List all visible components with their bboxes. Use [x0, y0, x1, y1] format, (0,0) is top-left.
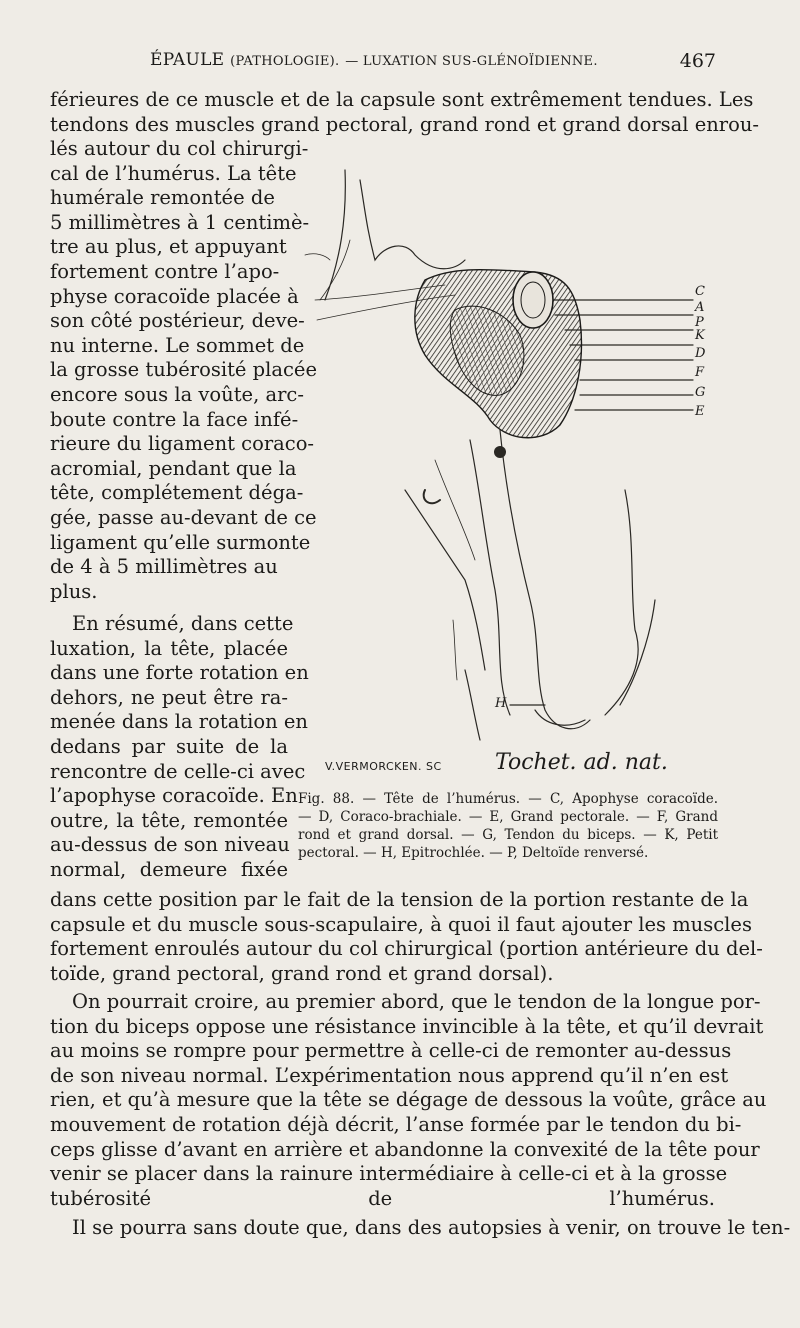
- text-line: venir se placer dans la rainure intermédiaire à celle-ci et à la grosse: [50, 1162, 728, 1186]
- text-line: dans cette position par le fait de la tension de la portion restante de la: [50, 888, 749, 911]
- text-line: En résumé, dans cette: [72, 612, 294, 635]
- text-line: tendons des muscles grand pectoral, grand rond et grand dorsal enrou-: [50, 112, 760, 136]
- text-line: ligament qu’elle surmonte: [50, 530, 311, 554]
- humerus-illustration: [305, 160, 720, 750]
- label-c: C: [695, 284, 705, 299]
- text-line: toïde, grand pectoral, grand rond et grand dorsal).: [50, 961, 554, 985]
- page-number: 467: [679, 50, 716, 72]
- text-line: acromial, pendant que la: [50, 456, 297, 480]
- text-line: normal, demeure fixée: [50, 857, 288, 881]
- text-line: capsule et du muscle sous-scapulaire, à quoi il faut ajouter les muscles: [50, 912, 752, 936]
- text-line: dehors, ne peut être ra-: [50, 685, 288, 709]
- label-f: F: [695, 365, 705, 380]
- text-line: l’apophyse coracoïde. En: [50, 784, 298, 808]
- text-line: nu interne. Le sommet de: [50, 333, 305, 357]
- text-line: mouvement de rotation déjà décrit, l’anse formée par le tendon du bi-: [50, 1112, 742, 1136]
- label-k: K: [695, 328, 705, 343]
- label-p: P: [695, 315, 704, 330]
- running-title: [150, 50, 598, 70]
- narrow-paragraph-2: [50, 612, 309, 883]
- text-line: rien, et qu’à mesure que la tête se dégage de dessous la voûte, grâce au: [50, 1088, 767, 1112]
- label-e: E: [695, 404, 705, 419]
- text-line: gée, passe au-devant de ce: [50, 505, 317, 529]
- text-line: outre, la tête, remontée: [50, 808, 288, 832]
- text-line: rencontre de celle-ci avec: [50, 759, 306, 783]
- text-line: boute contre la face infé-: [50, 407, 299, 431]
- caption-line: rond et grand dorsal. — G, Tendon du biceps. — K, Petit: [298, 827, 718, 843]
- text-line: humérale remontée de: [50, 186, 275, 210]
- coracoid-process: [513, 272, 553, 328]
- label-g: G: [695, 385, 706, 400]
- full-paragraph-3: [50, 1216, 791, 1241]
- caption-line: pectoral. — H, Epitrochlée. — P, Deltoïde renversé.: [298, 845, 649, 861]
- text-line: On pourrait croire, au premier abord, que le tendon de la longue por-: [72, 990, 761, 1013]
- figure-caption: [298, 790, 718, 862]
- text-line: Il se pourra sans doute que, dans des autopsies à venir, on trouve le ten-: [72, 1216, 791, 1239]
- text-line: lés autour du col chirurgi-: [50, 137, 309, 160]
- text-line: luxation, la tête, placée: [50, 636, 288, 660]
- narrow-paragraph-1: [50, 137, 318, 604]
- text-line: ceps glisse d’avant en arrière et abandonne la convexité de la tête pour: [50, 1137, 760, 1161]
- full-paragraph-1: [50, 888, 763, 986]
- text-line: tubérosité de l’humérus.: [50, 1186, 715, 1210]
- running-title-paren: (PATHOLOGIE).: [230, 54, 340, 69]
- text-line: dedans par suite de la: [50, 734, 288, 758]
- text-line: encore sous la voûte, arc-: [50, 382, 304, 406]
- engraver-credit: V.VERMORCKEN. SC: [325, 760, 442, 773]
- text-line: fortement contre l’apo-: [50, 259, 280, 283]
- caption-line: Fig. 88. — Tête de l’humérus. — C, Apophyse coracoïde.: [298, 791, 718, 807]
- text-line: férieures de ce muscle et de la capsule sont extrêmement tendues. Les: [50, 88, 754, 111]
- full-paragraph-2: [50, 990, 767, 1211]
- text-line: cal de l’humérus. La tête: [50, 161, 297, 185]
- label-h: H: [495, 696, 507, 711]
- label-d: D: [695, 346, 706, 361]
- text-line: la grosse tubérosité placée: [50, 358, 318, 382]
- page-header: [150, 50, 720, 80]
- text-line: de son niveau normal. L’expérimentation nous apprend qu’il n’en est: [50, 1063, 729, 1087]
- text-line: 5 millimètres à 1 centimè-: [50, 210, 310, 234]
- label-a: A: [695, 300, 705, 315]
- artist-credit: Tochet. ad. nat.: [495, 750, 668, 775]
- text-line: dans une forte rotation en: [50, 661, 309, 685]
- running-title-main: ÉPAULE: [150, 50, 225, 70]
- text-line: son côté postérieur, deve-: [50, 309, 305, 333]
- intro-paragraph: [50, 88, 760, 137]
- text-line: tête, complétement déga-: [50, 481, 304, 505]
- text-line: au-dessus de son niveau: [50, 833, 290, 857]
- caption-line: — D, Coraco-brachiale. — E, Grand pectorale. — F, Grand: [298, 809, 718, 825]
- text-line: tion du biceps oppose une résistance invincible à la tête, et qu’il devrait: [50, 1014, 764, 1038]
- text-line: de 4 à 5 millimètres au: [50, 555, 278, 579]
- text-line: plus.: [50, 579, 98, 603]
- text-line: au moins se rompre pour permettre à celle-ci de remonter au-dessus: [50, 1039, 732, 1063]
- tendon-knot: [494, 446, 506, 458]
- running-title-rest: — LUXATION SUS-GLÉNOÏDIENNE.: [345, 54, 598, 69]
- text-line: menée dans la rotation en: [50, 710, 308, 734]
- text-line: fortement enroulés autour du col chirurgical (portion antérieure du del-: [50, 937, 763, 961]
- anatomical-figure: [305, 160, 720, 790]
- text-line: tre au plus, et appuyant: [50, 235, 287, 259]
- text-line: rieure du ligament coraco-: [50, 432, 315, 456]
- text-line: physe coracoïde placée à: [50, 284, 299, 308]
